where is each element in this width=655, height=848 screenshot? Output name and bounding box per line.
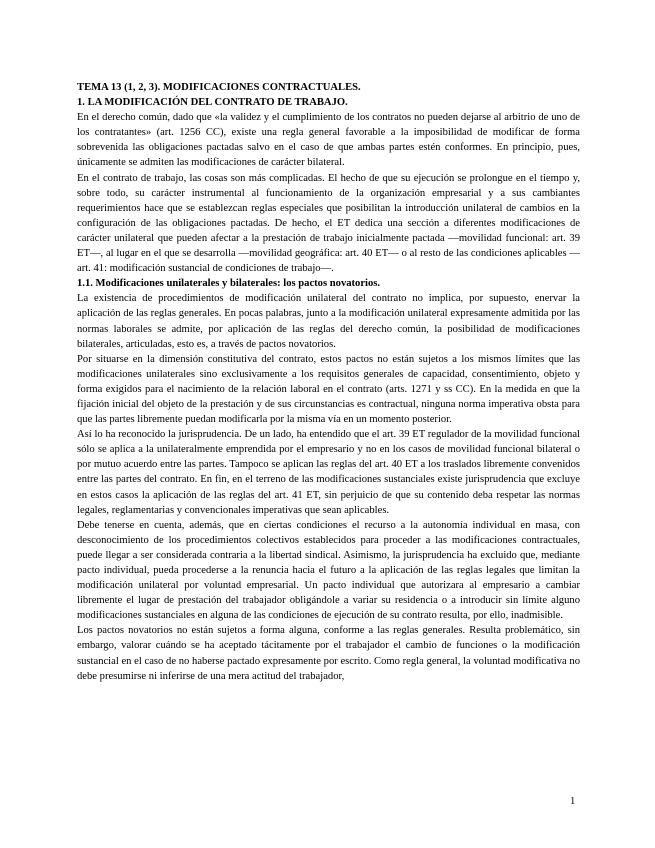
section-title: 1. LA MODIFICACIÓN DEL CONTRATO DE TRABAJO. [77, 97, 348, 109]
paragraph: En el derecho común, dado que «la validez y el cumplimiento de los contratos no pueden dejarse al arbitrio de uno de los contratantes» (art. 1256 CC), existe una regla general favorable a la imposibilidad de modificar de forma sobrevenida las obligaciones pactadas salvo en el caso de que ambas partes estén conformes. En principio, pues, únicamente se admiten las modificaciones de carácter bilateral. [77, 112, 580, 169]
paragraph: Así lo ha reconocido la jurisprudencia. De un lado, ha entendido que el art. 39 ET regulador de la movilidad funcional sólo se aplica a la unilateralmente emprendida por el empresario y no en los casos de movilidad funcional bilateral o por mutuo acuerdo entre las partes. Tampoco se aplican las reglas del art. 40 ET a los traslados libremente convenidos entre las partes del contrato. En fin, en el terreno de las modificaciones sustanciales existe jurisprudencia que excluye en estos casos la aplicación de las reglas del art. 41 ET, sin perjuicio de que su contenido deba respetar las normas legales, reglamentarias y convencionales imperativas que sean aplicables. [77, 429, 580, 516]
paragraph: Debe tenerse en cuenta, además, que en ciertas condiciones el recurso a la autonomía individual en masa, con desconocimiento de los procedimientos colectivos establecidos para proceder a las modificaciones contractuales, puede llegar a ser considerada contraria a la libertad sindical. Asimismo, la jurisprudencia ha excluido que, mediante pacto individual, pueda procederse a la renuncia hacia el futuro a la aplicación de las reglas legales que limitan la modificación unilateral por voluntad empresarial. Un pacto individual que autorizara al empresario a cambiar libremente el lugar de prestación del trabajador obligándole a variar su residencia o a introducir sin límite alguno modificaciones sustanciales en alguna de las condiciones de ejecución de su contrato resulta, por ello, inadmisible. [77, 519, 580, 622]
page-number: 1 [570, 796, 576, 807]
document-page [77, 80, 580, 684]
paragraph: La existencia de procedimientos de modificación unilateral del contrato no implica, por supuesto, enervar la aplicación de las reglas generales. En pocas palabras, junto a la modificación unilateral expresamente admitida por las normas laborales se admite, por aplicación de las reglas del derecho común, la posibilidad de modificaciones bilaterales, articuladas, esto es, a través de pactos novatorios. [77, 293, 580, 350]
paragraph: Los pactos novatorios no están sujetos a forma alguna, conforme a las reglas generales. Resulta problemático, sin embargo, valorar cuándo se ha aceptado tácitamente por el trabajador el cambio de funciones o la modificación sustancial en el caso de no haberse pactado expresamente por escrito. Como regla general, la voluntad modificativa no debe presumirse ni inferirse de una mera actitud del trabajador, [77, 625, 580, 682]
paragraph: Por situarse en la dimensión constitutiva del contrato, estos pactos no están sujetos a los mismos límites que las modificaciones unilaterales sino exclusivamente a los requisitos generales de capacidad, consentimiento, objeto y forma exigidos para el nacimiento de la relación laboral en el contrato (arts. 1271 y ss CC). En la medida en que la fijación inicial del objeto de la prestación y de sus circunstancias es contractual, ninguna norma imperativa obsta para que las partes libremente puedan modificarla por la misma vía en un momento posterior. [77, 353, 580, 426]
subsection-title: 1.1. Modificaciones unilaterales y bilaterales: los pactos novatorios. [77, 278, 381, 290]
document-title: TEMA 13 (1, 2, 3). MODIFICACIONES CONTRACTUALES. [77, 82, 361, 93]
paragraph: En el contrato de trabajo, las cosas son más complicadas. El hecho de que su ejecución se prolongue en el tiempo y, sobre todo, su carácter instrumental al funcionamiento de la organización empresarial y a sus cambiantes requerimientos hace que se establezcan reglas especiales que posibilitan la introducción unilateral de cambios en la configuración de las obligaciones pactadas. De hecho, el ET dedica una sección a diferentes modificaciones de carácter unilateral que pueden afectar a la prestación de trabajo inicialmente pactada —movilidad funcional: art. 39 ET—, al lugar en el que se desarrolla —movilidad geográfica: art. 40 ET— o al resto de las condiciones aplicables —art. 41: modificación sustancial de condiciones de trabajo—. [77, 172, 580, 275]
